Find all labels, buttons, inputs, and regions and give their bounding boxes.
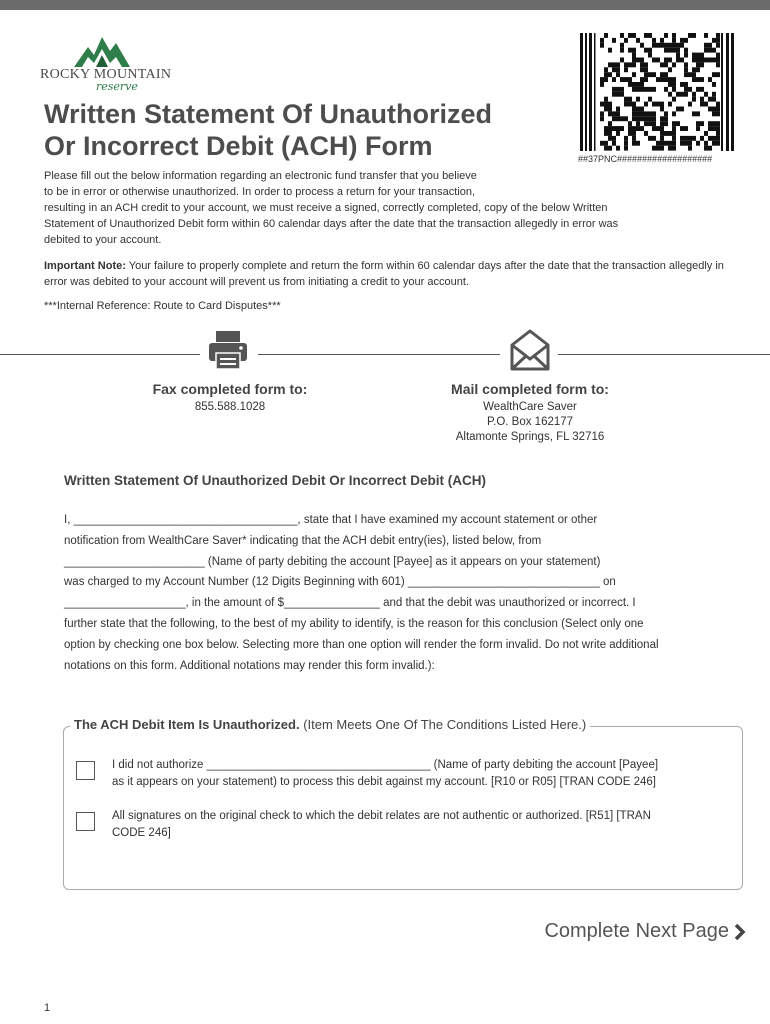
mountain-logo-icon bbox=[74, 33, 130, 67]
logo-text: ROCKY MOUNTAIN bbox=[40, 67, 172, 82]
next-page-label: Complete Next Page bbox=[544, 920, 729, 942]
barcode-text: ##37PNC################### bbox=[578, 154, 713, 164]
option2-checkbox[interactable] bbox=[76, 812, 95, 831]
mail-po-box: P.O. Box 162177 bbox=[486, 416, 574, 428]
company-logo bbox=[38, 33, 172, 103]
fax-contact bbox=[130, 382, 330, 415]
divider-left bbox=[0, 354, 200, 355]
intro-paragraph: Please fill out the below information regarding an electronic fund transfer that you believe to be in error or otherwise unauthorized. In order to process a return for your transaction, resulting in an ACH credit to your account, we must receive a signed, correctly completed, copy of the below Written Statement of Unauthorized Debit form within 60 calendar days after the date that the transaction allegedly in error was debited to your account. bbox=[44, 170, 619, 246]
barcode-image bbox=[580, 33, 734, 151]
fax-number: 855.588.1028 bbox=[194, 401, 266, 413]
important-note: Important Note: Your failure to properly complete and return the form within 60 calendar days after the date that the transaction allegedly in error was debited to your account will prevent us from initiating a credit to your account. bbox=[44, 260, 724, 288]
divider-right bbox=[558, 354, 770, 355]
top-bar bbox=[0, 0, 770, 10]
page-number: 1 bbox=[44, 1002, 51, 1014]
mail-name: WealthCare Saver bbox=[483, 401, 577, 413]
option2-text: All signatures on the original check to which the debit relates are not authentic or authorized. [R51] [TRAN CODE 246] bbox=[112, 810, 651, 839]
mail-city: Altamonte Springs, FL 32716 bbox=[455, 431, 605, 443]
page-title: Written Statement Of Unauthorized Or Incorrect Debit (ACH) Form bbox=[44, 99, 493, 161]
statement-title: Written Statement Of Unauthorized Debit Or Incorrect Debit (ACH) bbox=[64, 473, 487, 488]
divider-middle bbox=[258, 354, 500, 355]
mail-contact bbox=[430, 382, 630, 445]
section-legend: The ACH Debit Item Is Unauthorized. (Item Meets One Of The Conditions Listed Here.) bbox=[70, 717, 590, 732]
fax-heading: Fax completed form to: bbox=[152, 381, 308, 397]
logo-subtext: reserve bbox=[96, 80, 138, 93]
option1-checkbox[interactable] bbox=[76, 761, 95, 780]
envelope-icon bbox=[509, 329, 551, 371]
fax-machine-icon bbox=[207, 331, 249, 369]
option1-text: I did not authorize ___________________________________ (Name of party debiting the account [Payee] as it appears on your statement) to process this debit against my account. [R10 or R05] [TRAN CODE 246] bbox=[112, 759, 659, 788]
complete-next-page-link[interactable] bbox=[544, 920, 746, 943]
chevron-right-icon bbox=[734, 924, 746, 940]
internal-reference: ***Internal Reference: Route to Card Disputes*** bbox=[44, 300, 281, 312]
mail-heading: Mail completed form to: bbox=[451, 381, 609, 397]
statement-body: I, ___________________________________, state that I have examined my account statement or other notification from WealthCare Saver* indicating that the ACH debit entry(ies), listed below, from ______________________ (Name of party debiting the account [Payee] as it appears on your statement) was charged to my Account Number (12 Digits Beginning with 601) ______________________________ on ___________________, in the amount of $_______________ and that the debit was unauthorized or incorrect. I further state that the following, to the best of my ability to identify, is the reason for this conclusion (Select only one option by checking one box below. Selecting more than one option will render the form invalid. Do not write additional notations on this form. Additional notations may render this form invalid.): bbox=[64, 514, 659, 672]
